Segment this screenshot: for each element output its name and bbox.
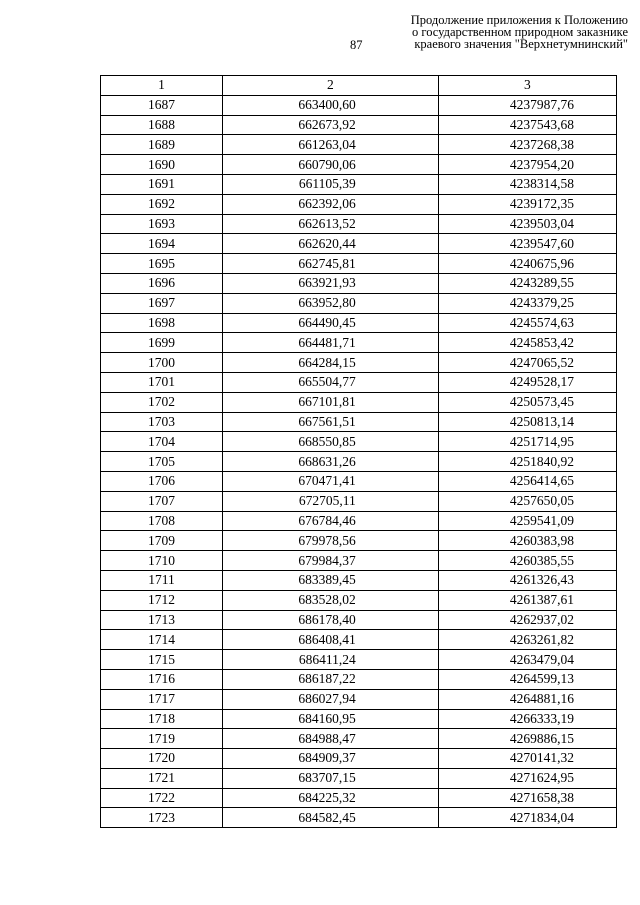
table-cell-col3: 4237954,20 [438, 155, 616, 175]
table-row [101, 174, 617, 194]
table-row [101, 788, 617, 808]
table-row [101, 273, 617, 293]
table-cell-col2: 661105,39 [222, 174, 438, 194]
table-cell-col1: 1703 [101, 412, 223, 432]
column-header-2: 2 [222, 76, 438, 96]
table-cell-col1: 1698 [101, 313, 223, 333]
table-cell-col3: 4238314,58 [438, 174, 616, 194]
table-cell-col3: 4262937,02 [438, 610, 616, 630]
table-cell-col3: 4237268,38 [438, 135, 616, 155]
table-cell-col3: 4239503,04 [438, 214, 616, 234]
table-cell-col2: 684582,45 [222, 808, 438, 828]
table-row [101, 95, 617, 115]
table-cell-col3: 4249528,17 [438, 372, 616, 392]
table-row [101, 511, 617, 531]
table-row [101, 768, 617, 788]
table-row [101, 729, 617, 749]
table-cell-col3: 4251714,95 [438, 432, 616, 452]
table-row [101, 372, 617, 392]
header-line-1: Продолжение приложения к Положению [410, 13, 628, 27]
table-cell-col3: 4256414,65 [438, 471, 616, 491]
table-cell-col3: 4245574,63 [438, 313, 616, 333]
table-cell-col3: 4240675,96 [438, 254, 616, 274]
table-cell-col2: 684988,47 [222, 729, 438, 749]
table-cell-col3: 4261387,61 [438, 590, 616, 610]
table-cell-col3: 4247065,52 [438, 353, 616, 373]
table-cell-col1: 1706 [101, 471, 223, 491]
table-cell-col1: 1711 [101, 570, 223, 590]
table-cell-col2: 661263,04 [222, 135, 438, 155]
table-row [101, 650, 617, 670]
table-cell-col3: 4271658,38 [438, 788, 616, 808]
table-cell-col2: 686187,22 [222, 669, 438, 689]
table-cell-col3: 4264599,13 [438, 669, 616, 689]
table-cell-col3: 4266333,19 [438, 709, 616, 729]
table-cell-col2: 684909,37 [222, 749, 438, 769]
table-cell-col2: 662620,44 [222, 234, 438, 254]
table-row [101, 214, 617, 234]
table-row [101, 630, 617, 650]
table-cell-col2: 683528,02 [222, 590, 438, 610]
table-cell-col1: 1713 [101, 610, 223, 630]
table-cell-col2: 664284,15 [222, 353, 438, 373]
table-cell-col2: 663952,80 [222, 293, 438, 313]
table-cell-col1: 1712 [101, 590, 223, 610]
table-cell-col1: 1695 [101, 254, 223, 274]
table-row [101, 412, 617, 432]
table-cell-col1: 1717 [101, 689, 223, 709]
table-cell-col2: 662613,52 [222, 214, 438, 234]
table-row [101, 135, 617, 155]
table-cell-col3: 4243289,55 [438, 273, 616, 293]
table-row [101, 471, 617, 491]
table-cell-col3: 4270141,32 [438, 749, 616, 769]
table-cell-col3: 4250573,45 [438, 392, 616, 412]
table-row [101, 749, 617, 769]
table-cell-col3: 4271624,95 [438, 768, 616, 788]
table-cell-col1: 1699 [101, 333, 223, 353]
table-cell-col1: 1716 [101, 669, 223, 689]
table-cell-col2: 668550,85 [222, 432, 438, 452]
table-cell-col3: 4239547,60 [438, 234, 616, 254]
table-cell-col3: 4269886,15 [438, 729, 616, 749]
table-cell-col1: 1697 [101, 293, 223, 313]
table-cell-col1: 1693 [101, 214, 223, 234]
table-cell-col2: 683389,45 [222, 570, 438, 590]
table-cell-col2: 686411,24 [222, 650, 438, 670]
table-cell-col3: 4264881,16 [438, 689, 616, 709]
table-cell-col2: 686408,41 [222, 630, 438, 650]
table-cell-col1: 1707 [101, 491, 223, 511]
table-cell-col2: 676784,46 [222, 511, 438, 531]
table-cell-col1: 1691 [101, 174, 223, 194]
table-row [101, 808, 617, 828]
table-cell-col1: 1687 [101, 95, 223, 115]
table-cell-col1: 1694 [101, 234, 223, 254]
table-cell-col3: 4237543,68 [438, 115, 616, 135]
document-header [378, 14, 628, 50]
table-cell-col1: 1720 [101, 749, 223, 769]
table-cell-col3: 4263261,82 [438, 630, 616, 650]
table-cell-col3: 4243379,25 [438, 293, 616, 313]
table-row [101, 590, 617, 610]
table-row [101, 531, 617, 551]
table-row [101, 491, 617, 511]
table-row [101, 115, 617, 135]
table-cell-col2: 663400,60 [222, 95, 438, 115]
table-cell-col1: 1689 [101, 135, 223, 155]
table-cell-col2: 660790,06 [222, 155, 438, 175]
table-cell-col3: 4251840,92 [438, 452, 616, 472]
table-cell-col1: 1701 [101, 372, 223, 392]
table-cell-col2: 667561,51 [222, 412, 438, 432]
table-row [101, 709, 617, 729]
column-header-1: 1 [101, 76, 223, 96]
table-cell-col2: 665504,77 [222, 372, 438, 392]
table-cell-col2: 686178,40 [222, 610, 438, 630]
table-cell-col2: 672705,11 [222, 491, 438, 511]
table-row [101, 194, 617, 214]
table-cell-col2: 679978,56 [222, 531, 438, 551]
table-row [101, 551, 617, 571]
table-cell-col3: 4260383,98 [438, 531, 616, 551]
table-row [101, 333, 617, 353]
table-row [101, 669, 617, 689]
table-row [101, 254, 617, 274]
table-cell-col3: 4239172,35 [438, 194, 616, 214]
table-row [101, 432, 617, 452]
table-cell-col3: 4257650,05 [438, 491, 616, 511]
table-row [101, 689, 617, 709]
table-row [101, 610, 617, 630]
table-cell-col2: 684225,32 [222, 788, 438, 808]
table-cell-col2: 670471,41 [222, 471, 438, 491]
table-cell-col3: 4260385,55 [438, 551, 616, 571]
table-cell-col3: 4259541,09 [438, 511, 616, 531]
table-cell-col1: 1690 [101, 155, 223, 175]
table-row [101, 313, 617, 333]
table-cell-col2: 662392,06 [222, 194, 438, 214]
table-row [101, 155, 617, 175]
table-cell-col1: 1719 [101, 729, 223, 749]
table-cell-col2: 664481,71 [222, 333, 438, 353]
table-row [101, 234, 617, 254]
page-number: 87 [350, 38, 363, 52]
table-cell-col3: 4271834,04 [438, 808, 616, 828]
table-cell-col1: 1704 [101, 432, 223, 452]
table-header-row [101, 76, 617, 96]
table-cell-col2: 684160,95 [222, 709, 438, 729]
table-row [101, 570, 617, 590]
table-cell-col1: 1709 [101, 531, 223, 551]
table-cell-col2: 662673,92 [222, 115, 438, 135]
table-cell-col2: 664490,45 [222, 313, 438, 333]
table-cell-col1: 1708 [101, 511, 223, 531]
table-cell-col1: 1705 [101, 452, 223, 472]
table-row [101, 353, 617, 373]
table-cell-col2: 686027,94 [222, 689, 438, 709]
table-cell-col1: 1722 [101, 788, 223, 808]
table-row [101, 293, 617, 313]
table-cell-col1: 1710 [101, 551, 223, 571]
table-row [101, 452, 617, 472]
coordinates-table [100, 75, 617, 828]
table-cell-col1: 1723 [101, 808, 223, 828]
table-cell-col1: 1715 [101, 650, 223, 670]
table-cell-col3: 4261326,43 [438, 570, 616, 590]
table-cell-col1: 1714 [101, 630, 223, 650]
table-cell-col1: 1696 [101, 273, 223, 293]
table-cell-col3: 4250813,14 [438, 412, 616, 432]
table-cell-col3: 4263479,04 [438, 650, 616, 670]
table-cell-col1: 1688 [101, 115, 223, 135]
table-cell-col1: 1702 [101, 392, 223, 412]
header-line-2: о государственном природном заказнике [412, 25, 628, 39]
table-cell-col3: 4245853,42 [438, 333, 616, 353]
column-header-3: 3 [438, 76, 616, 96]
table-cell-col3: 4237987,76 [438, 95, 616, 115]
table-cell-col1: 1700 [101, 353, 223, 373]
table-cell-col2: 667101,81 [222, 392, 438, 412]
table-cell-col2: 662745,81 [222, 254, 438, 274]
table-cell-col2: 663921,93 [222, 273, 438, 293]
table-cell-col1: 1692 [101, 194, 223, 214]
table-cell-col2: 683707,15 [222, 768, 438, 788]
table-row [101, 392, 617, 412]
table-cell-col1: 1718 [101, 709, 223, 729]
header-line-3: краевого значения "Верхнетумнинский" [414, 37, 628, 51]
table-cell-col2: 679984,37 [222, 551, 438, 571]
table-cell-col2: 668631,26 [222, 452, 438, 472]
table-cell-col1: 1721 [101, 768, 223, 788]
